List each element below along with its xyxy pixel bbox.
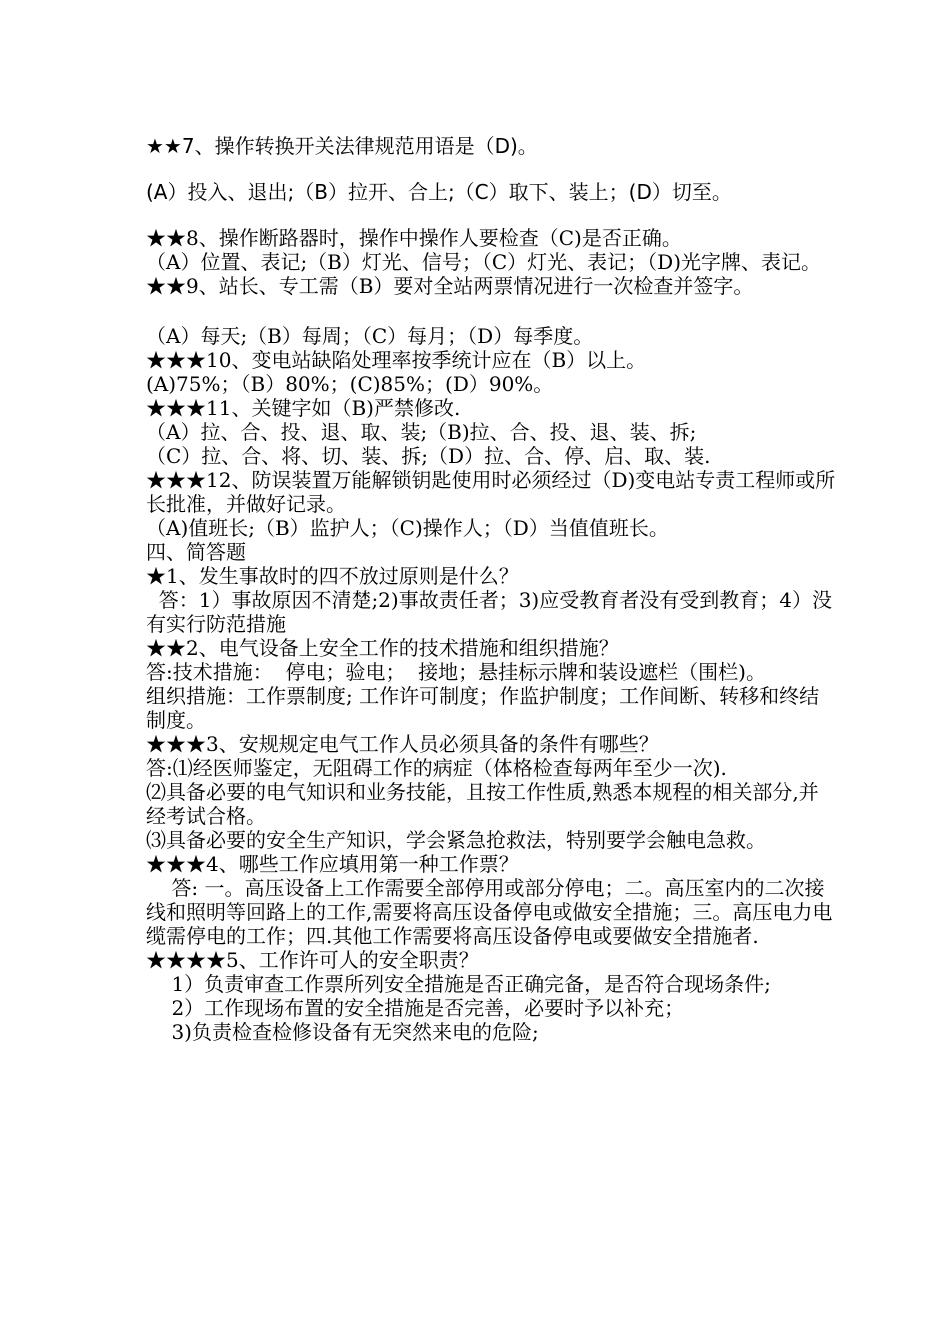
short-question-1: ★1、发生事故时的四不放过原则是什么？ [146,564,519,588]
short-answer-3-item-2: ⑵具备必要的电气知识和业务技能，且按工作性质,熟悉本规程的相关部分,并经考试合格。 [146,780,819,828]
question-8: ★★8、操作断路器时，操作中操作人要检查（C)是否正确。 [146,226,682,250]
short-question-5: ★★★★5、工作许可人的安全职责？ [146,948,479,972]
question-10: ★★★10、变电站缺陷处理率按季统计应在（B）以上。 [146,348,647,372]
short-question-2: ★★2、电气设备上安全工作的技术措施和组织措施？ [146,636,619,660]
question-9-options: （A）每天;（B）每周；（C）每月；（D）每季度。 [146,324,594,348]
question-9: ★★9、站长、专工需（B）要对全站两票情况进行一次检查并签字。 [146,274,754,298]
short-answer-2-technical: 答:技术措施： 停电；验电； 接地；悬挂标示牌和装设遮栏（围栏)。 [146,660,766,684]
short-question-3: ★★★3、安规规定电气工作人员必须具备的条件有哪些？ [146,732,659,756]
question-11-options-ab: （A）拉、合、投、退、取、装;（B)拉、合、投、退、装、拆; [146,420,697,444]
question-7: ★★7、操作转换开关法律规范用语是（D)。 [146,134,538,158]
short-answer-5-item-1: 1）负责审查工作票所列安全措施是否正确完备，是否符合现场条件; [146,972,771,996]
short-answer-4: 答: 一。高压设备上工作需要全部停用或部分停电；二。高压室内的二次接线和照明等回路上的工作,需要将高压设备停电或做安全措施；三。高压电力电缆需停电的工作；四.其他工作需要将高压设备停电或要做安全措施者. [146,876,833,948]
short-question-4: ★★★4、哪些工作应填用第一种工作票？ [146,852,519,876]
question-10-options: (A)75%；（B）80%；(C)85%；(D）90%。 [146,372,554,396]
short-answer-3-item-1: 答:⑴经医师鉴定，无阻碍工作的病症（体格检查每两年至少一次). [146,756,727,780]
question-11-options-cd: （C）拉、合、将、切、装、拆;（D）拉、合、停、启、取、装. [146,444,711,468]
section-heading: 四、简答题 [146,540,246,564]
short-answer-5-item-2: 2）工作现场布置的安全措施是否完善，必要时予以补充； [146,996,685,1020]
short-answer-5-item-3: 3)负责检查检修设备有无突然来电的危险; [146,1020,539,1044]
short-answer-2-organizational: 组织措施：工作票制度; 工作许可制度；作监护制度；工作间断、转移和终结制度。 [146,684,820,732]
question-12-options: （A)值班长;（B）监护人；（C)操作人；（D）当值值班长。 [146,516,669,540]
short-answer-1: 答：1）事故原因不清楚;2)事故责任者；3)应受教育者没有受到教育；4）没有实行防范措施 [146,588,832,636]
document-body [146,134,836,1044]
short-answer-3-item-3: ⑶具备必要的安全生产知识，学会紧急抢救法，特别要学会触电急救。 [146,828,766,852]
question-8-options: （A）位置、表记;（B）灯光、信号；（C）灯光、表记；（D)光字牌、表记。 [146,250,822,274]
question-7-options: (A）投入、退出;（B）拉开、合上;（C）取下、装上；(D）切至。 [146,180,732,204]
question-12: ★★★12、防误装置万能解锁钥匙使用时必须经过（D)变电站专责工程师或所长批准，并做好记录。 [146,468,836,516]
question-11: ★★★11、关键字如（B)严禁修改. [146,396,461,420]
